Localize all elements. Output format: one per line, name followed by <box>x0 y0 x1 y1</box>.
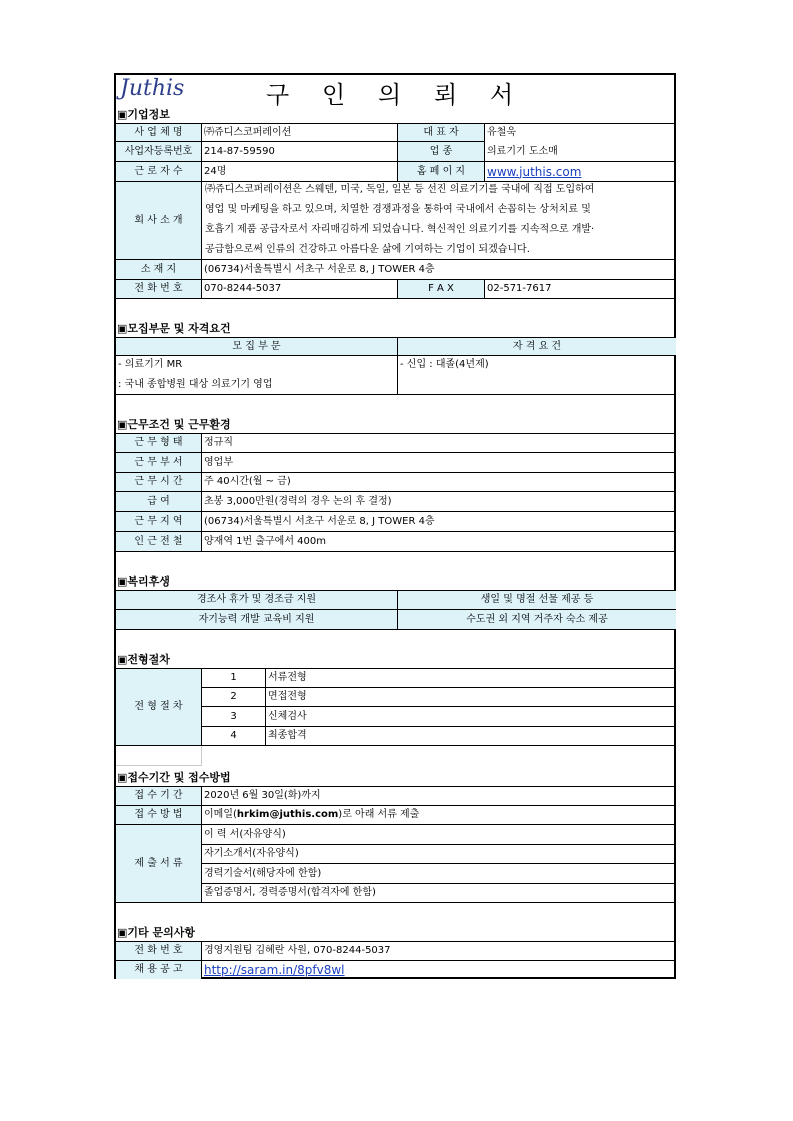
homepage-cell <box>485 162 676 182</box>
empty-cell <box>116 746 202 766</box>
contact-phone: 경영지원팀 김혜란 사원, 070-8244-5037 <box>202 941 676 961</box>
title-char: 구 <box>266 81 290 109</box>
qualification-header: 자 격 요 건 <box>398 337 676 356</box>
fax-label: F A X <box>398 280 485 299</box>
step-name: 최종합격 <box>266 727 676 746</box>
period: 2020년 6월 30일(화)까지 <box>202 786 676 806</box>
condition-value: (06734)서울특별시 서초구 서운로 8, J TOWER 4층 <box>202 512 676 532</box>
doc-item: 졸업증명서, 경력증명서(합격자에 한함) <box>202 884 676 903</box>
regno: 214-87-59590 <box>202 142 398 162</box>
qualification <box>398 356 676 395</box>
method-suffix: )로 아래 서류 제출 <box>338 809 420 820</box>
industry-label: 업 종 <box>398 142 485 162</box>
condition-value: 정규직 <box>202 433 676 453</box>
intro-line: 영업 및 마케팅을 하고 있으며, 치열한 경쟁과정을 통하여 국내에서 손꼽히는 상처치료 및 <box>205 204 591 215</box>
intro-line: 공급함으로써 인류의 건강하고 아름다운 삶에 기여하는 기업이 되겠습니다. <box>205 244 530 255</box>
title-char: 뢰 <box>434 81 458 109</box>
address-label: 소 재 지 <box>116 260 202 280</box>
period-label: 접 수 기 간 <box>116 786 202 806</box>
company-name-label: 사 업 체 명 <box>116 123 202 142</box>
homepage-label: 홈 페 이 지 <box>398 162 485 182</box>
address: (06734)서울특별시 서초구 서운로 8, J TOWER 4층 <box>202 260 676 280</box>
step-number: 1 <box>202 668 266 688</box>
staff-label: 근 로 자 수 <box>116 162 202 182</box>
homepage-link[interactable]: www.juthis.com <box>487 164 582 179</box>
qualification-line: - 신입 : 대졸(4년제) <box>400 359 489 370</box>
juthis-logo: Juthis <box>120 76 185 101</box>
condition-label: 인 근 전 철 <box>116 532 202 552</box>
staff-count: 24명 <box>202 162 398 182</box>
benefit-item: 수도권 외 지역 거주자 숙소 제공 <box>398 610 676 630</box>
condition-value: 초봉 3,000만원(경력의 경우 논의 후 결정) <box>202 492 676 512</box>
doc-item: 자기소개서(자유양식) <box>202 845 676 864</box>
doc-item: 경력기술서(해당자에 한함) <box>202 864 676 884</box>
company-intro <box>202 182 676 260</box>
phone-label: 전 화 번 호 <box>116 280 202 299</box>
recruit-field-line: : 국내 종합병원 대상 의료기기 영업 <box>118 379 273 390</box>
title-char: 의 <box>378 81 402 109</box>
condition-label: 근 무 지 역 <box>116 512 202 532</box>
intro-line: 호흡기 제품 공급자로서 자리매김하게 되었습니다. 혁신적인 의료기기를 지속적으로 개발· <box>205 224 595 235</box>
step-number: 4 <box>202 727 266 746</box>
condition-value: 영업부 <box>202 453 676 473</box>
step-number: 3 <box>202 707 266 727</box>
posting-label: 채 용 공 고 <box>116 961 202 979</box>
condition-value: 주 40시간(월 ~ 금) <box>202 473 676 492</box>
section-contact: ▣기타 문의사항 <box>117 925 195 939</box>
recruit-field-header: 모 집 부 문 <box>116 337 398 356</box>
intro-line: ㈜쥬디스코퍼레이션은 스웨덴, 미국, 독일, 일본 등 선진 의료기기를 국내에 직접 도입하여 <box>205 184 595 195</box>
method-prefix: 이메일( <box>204 809 237 820</box>
regno-label: 사업자등록번호 <box>116 142 202 162</box>
section-company-info: ▣기업정보 <box>117 107 170 121</box>
docs-label: 제 출 서 류 <box>116 825 202 903</box>
posting-link[interactable]: http://saram.in/8pfv8wl <box>204 963 345 977</box>
recruit-field <box>116 356 398 395</box>
fax: 02-571-7617 <box>485 280 676 299</box>
title-char: 인 <box>322 81 346 109</box>
benefit-item: 자기능력 개발 교육비 지원 <box>116 610 398 630</box>
ceo-name: 유철욱 <box>485 123 676 142</box>
step-name: 서류전형 <box>266 668 676 688</box>
process-label: 전 형 절 차 <box>116 668 202 746</box>
title-row <box>116 75 674 109</box>
section-application: ▣접수기간 및 접수방법 <box>117 770 231 784</box>
step-name: 신체검사 <box>266 707 676 727</box>
step-name: 면접전형 <box>266 688 676 707</box>
method <box>202 806 676 825</box>
industry: 의료기기 도소매 <box>485 142 676 162</box>
section-benefits: ▣복리후생 <box>117 574 170 588</box>
benefit-item: 생일 및 명절 선물 제공 등 <box>398 590 676 610</box>
condition-label: 근 무 부 서 <box>116 453 202 473</box>
step-number: 2 <box>202 688 266 707</box>
section-conditions: ▣근무조건 및 근무환경 <box>117 417 231 431</box>
company-name: ㈜쥬디스코퍼레이션 <box>202 123 398 142</box>
job-request-form <box>114 73 676 979</box>
posting-cell <box>202 961 676 979</box>
method-email: hrkim@juthis.com <box>236 809 339 820</box>
condition-value: 양재역 1번 출구에서 400m <box>202 532 676 552</box>
section-recruitment: ▣모집부문 및 자격요건 <box>117 321 231 335</box>
intro-label: 회 사 소 개 <box>116 182 202 260</box>
method-label: 접 수 방 법 <box>116 806 202 825</box>
ceo-label: 대 표 자 <box>398 123 485 142</box>
benefit-item: 경조사 휴가 및 경조금 지원 <box>116 590 398 610</box>
recruit-field-line: - 의료기기 MR <box>118 359 183 370</box>
doc-item: 이 력 서(자유양식) <box>202 825 676 845</box>
condition-label: 근 무 형 태 <box>116 433 202 453</box>
phone: 070-8244-5037 <box>202 280 398 299</box>
section-process: ▣전형절차 <box>117 652 170 666</box>
condition-label: 급 여 <box>116 492 202 512</box>
condition-label: 근 무 시 간 <box>116 473 202 492</box>
contact-phone-label: 전 화 번 호 <box>116 941 202 961</box>
title-char: 서 <box>490 81 514 109</box>
